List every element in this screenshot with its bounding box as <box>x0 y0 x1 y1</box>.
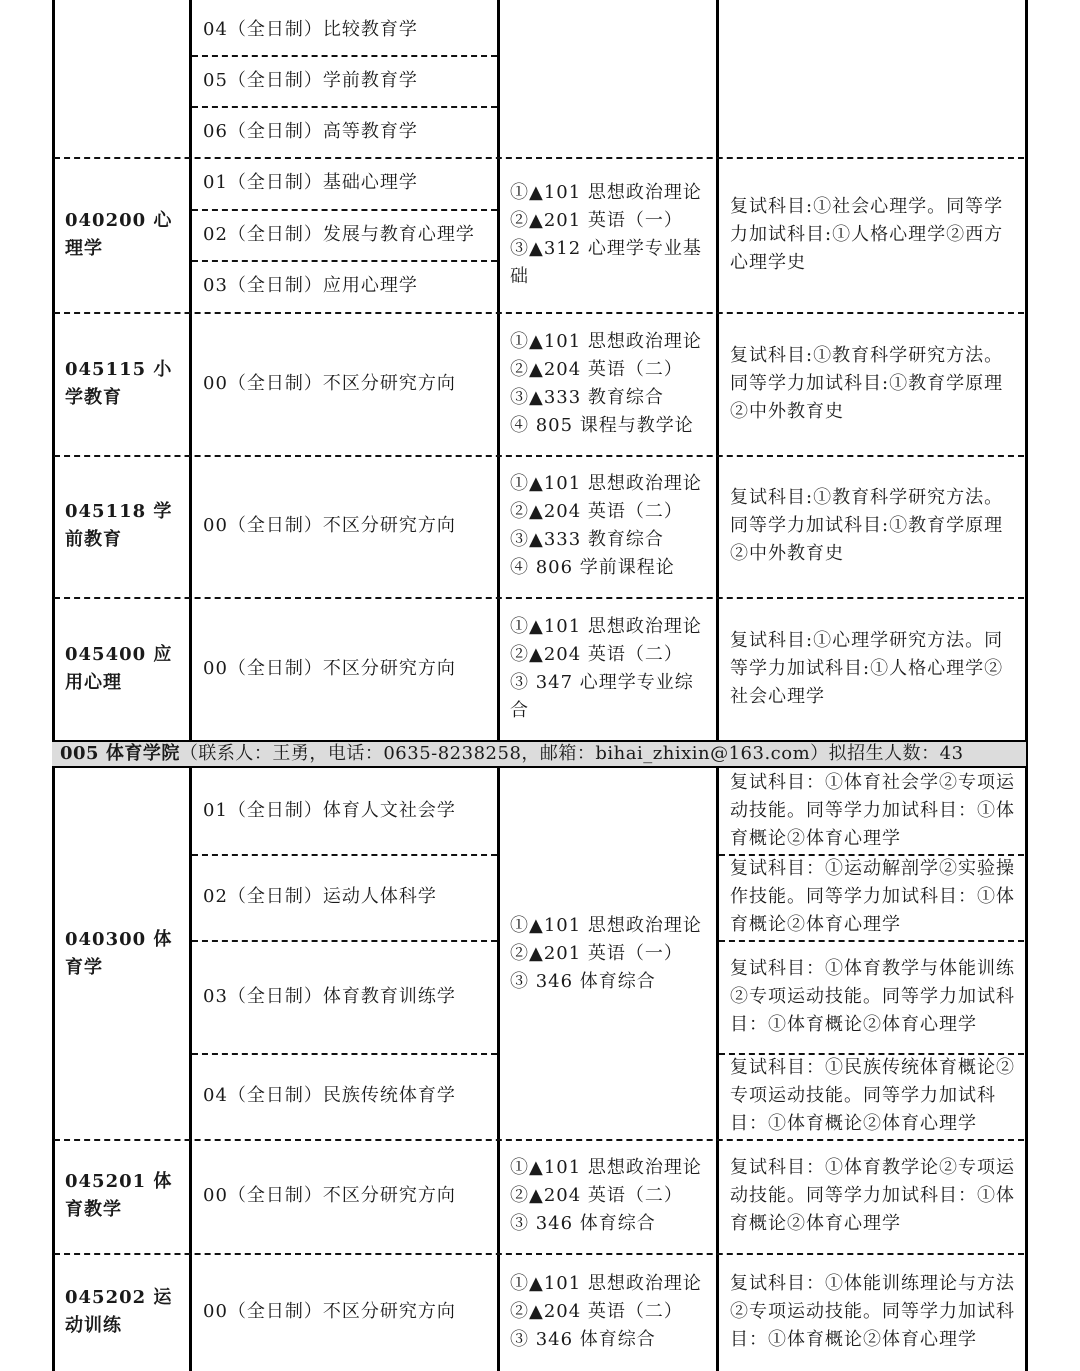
exam-subject: ④ 806 学前课程论 <box>510 557 675 578</box>
exam-subject: ③ 347 心理学专业综合 <box>510 671 694 721</box>
college-contact-info: （联系人：王勇，电话：0635-8238258，邮箱：bihai_zhixin@163.com）拟招生人数：43 <box>179 743 964 764</box>
remarks-cell: 复试科目:①社会心理学。同等学力加试科目:①人格心理学②西方心理学史 <box>730 195 1004 273</box>
direction-cell: 02（全日制）运动人体科学 <box>203 886 437 907</box>
table-border-right <box>1025 0 1028 1371</box>
major-cell: 045118 学前教育 <box>65 501 173 550</box>
exam-subject: ③ 346 体育综合 <box>510 1213 656 1234</box>
exam-subject: ①▲101 思想政治理论 <box>510 330 702 352</box>
remarks-cell: 复试科目：①体育社会学②专项运动技能。同等学力加试科目：①体育概论②体育心理学 <box>730 772 1015 849</box>
major-cell: 045400 应用心理 <box>65 643 173 693</box>
direction-cell: 00（全日制）不区分研究方向 <box>203 1301 456 1322</box>
exam-subjects-list <box>510 1270 702 1354</box>
remarks-cell: 复试科目：①体能训练理论与方法②专项运动技能。同等学力加试科目：①体育概论②体育心理学 <box>730 1273 1015 1350</box>
direction-cell: 04（全日制）比较教育学 <box>203 18 418 40</box>
exam-subjects-cell <box>500 455 716 597</box>
exam-subject: ③▲312 心理学专业基础 <box>510 237 702 287</box>
exam-subject: ②▲201 英语（一） <box>510 209 683 231</box>
exam-subject: ②▲204 英语（二） <box>510 358 683 380</box>
remarks-cell: 复试科目：①运动解剖学②实验操作技能。同等学力加试科目：①体育概论②体育心理学 <box>730 858 1015 935</box>
remarks-cell: 复试科目：①民族传统体育概论②专项运动技能。同等学力加试科目：①体育概论②体育心理学 <box>730 1057 1015 1134</box>
direction-cell: 06（全日制）高等教育学 <box>203 120 418 142</box>
exam-subject: ②▲201 英语（一） <box>510 942 683 964</box>
direction-cell: 00（全日制）不区分研究方向 <box>203 372 456 394</box>
direction-cell: 05（全日制）学前教育学 <box>203 69 418 91</box>
exam-subject: ①▲101 思想政治理论 <box>510 181 702 203</box>
exam-subjects-list <box>510 328 702 440</box>
direction-cell: 00（全日制）不区分研究方向 <box>203 515 456 536</box>
remarks-cell: 复试科目:①教育科学研究方法。同等学力加试科目:①教育学原理②中外教育史 <box>730 487 1004 564</box>
exam-subject: ②▲204 英语（二） <box>510 501 683 522</box>
exam-subject: ③ 346 体育综合 <box>510 970 656 992</box>
direction-cell: 03（全日制）体育教育训练学 <box>203 985 456 1007</box>
remarks-cell: 复试科目:①心理学研究方法。同等学力加试科目:①人格心理学②社会心理学 <box>730 629 1004 707</box>
college-name: 005 体育学院 <box>60 743 180 764</box>
major-cell: 040200 心理学 <box>65 209 173 259</box>
direction-cell: 02（全日制）发展与教育心理学 <box>203 223 475 245</box>
direction-cell: 00（全日制）不区分研究方向 <box>203 1185 456 1206</box>
major-cell: 045202 运动训练 <box>65 1287 173 1336</box>
exam-subjects-list <box>510 912 702 996</box>
exam-subjects-list <box>510 470 702 582</box>
direction-cell: 04（全日制）民族传统体育学 <box>203 1085 456 1106</box>
exam-subject: ①▲101 思想政治理论 <box>510 1273 702 1294</box>
exam-subject: ④ 805 课程与教学论 <box>510 414 694 436</box>
major-cell: 045115 小学教育 <box>65 358 173 408</box>
direction-cell: 03（全日制）应用心理学 <box>203 275 418 296</box>
major-cell: 040300 体育学 <box>65 928 173 978</box>
exam-subject: ①▲101 思想政治理论 <box>510 615 702 637</box>
exam-subjects-list <box>510 179 710 291</box>
exam-subjects-cell <box>500 597 716 740</box>
exam-subjects-cell <box>500 312 716 455</box>
exam-subjects-list <box>510 1154 702 1238</box>
college-header-banner <box>52 740 1026 768</box>
exam-subject: ②▲204 英语（二） <box>510 643 683 665</box>
exam-subject: ③▲333 教育综合 <box>510 386 664 408</box>
exam-subject: ①▲101 思想政治理论 <box>510 1157 702 1178</box>
exam-subjects-cell <box>500 1139 716 1253</box>
exam-subjects-cell <box>500 157 716 312</box>
direction-cell: 00（全日制）不区分研究方向 <box>203 657 456 679</box>
exam-subject: ③ 346 体育综合 <box>510 1329 656 1350</box>
exam-subjects-list <box>510 613 710 725</box>
exam-subject: ③▲333 教育综合 <box>510 529 664 550</box>
exam-subjects-cell <box>500 1253 716 1371</box>
exam-subjects-cell <box>500 768 716 1139</box>
exam-subject: ②▲204 英语（二） <box>510 1301 683 1322</box>
exam-subject: ①▲101 思想政治理论 <box>510 473 702 494</box>
exam-subject: ②▲204 英语（二） <box>510 1185 683 1206</box>
remarks-cell: 复试科目:①教育科学研究方法。同等学力加试科目:①教育学原理②中外教育史 <box>730 344 1004 422</box>
direction-cell: 01（全日制）体育人文社会学 <box>203 800 456 821</box>
remarks-cell: 复试科目：①体育教学论②专项运动技能。同等学力加试科目：①体育概论②体育心理学 <box>730 1157 1015 1234</box>
major-cell: 045201 体育教学 <box>65 1171 173 1220</box>
exam-subject: ①▲101 思想政治理论 <box>510 914 702 936</box>
direction-cell: 01（全日制）基础心理学 <box>203 172 418 193</box>
remarks-cell: 复试科目：①体育教学与体能训练②专项运动技能。同等学力加试科目：①体育概论②体育心理学 <box>730 957 1015 1035</box>
